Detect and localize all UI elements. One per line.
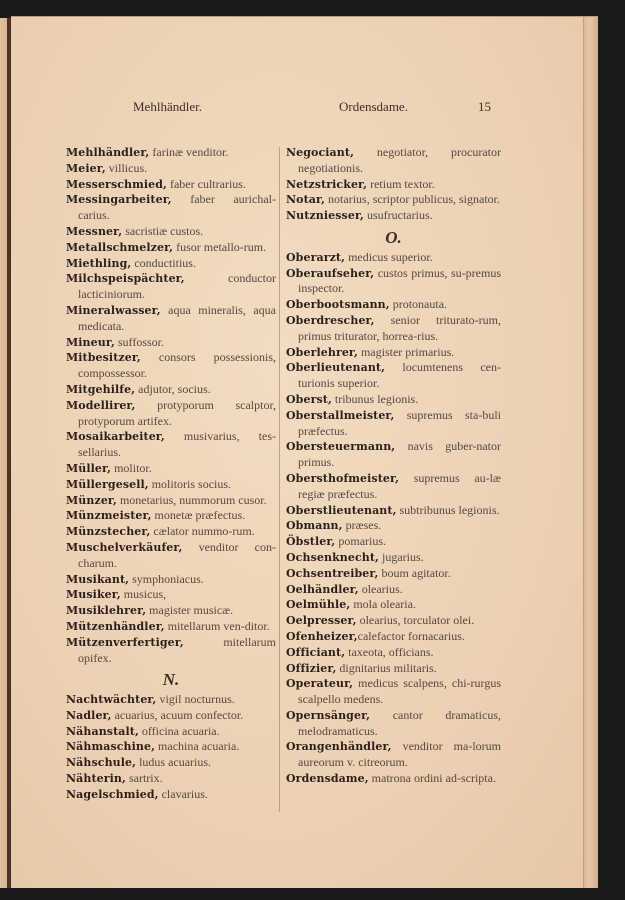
dictionary-entry bbox=[66, 256, 276, 272]
entry-gloss: symphoniacus. bbox=[129, 571, 204, 586]
entry-headword: Operateur, bbox=[286, 677, 354, 691]
dictionary-entry bbox=[66, 587, 276, 603]
dictionary-entry bbox=[286, 771, 501, 787]
entry-gloss: molitor. bbox=[111, 460, 152, 475]
dictionary-entry bbox=[66, 350, 276, 382]
entry-headword: Musiklehrer, bbox=[66, 604, 147, 618]
entry-headword: Müllergesell, bbox=[66, 477, 149, 491]
dictionary-entry bbox=[286, 661, 501, 677]
dictionary-entry bbox=[286, 313, 501, 345]
entry-gloss: acuarius, acuum confector. bbox=[111, 707, 244, 722]
entry-gloss: præses. bbox=[342, 518, 382, 533]
dictionary-entry bbox=[286, 613, 501, 629]
entry-headword: Meier, bbox=[66, 161, 106, 175]
column-divider bbox=[279, 147, 280, 812]
entry-headword: Nadler, bbox=[66, 708, 112, 722]
entry-headword: Mützenverfertiger, bbox=[66, 635, 184, 649]
entry-gloss: farinæ venditor. bbox=[149, 145, 229, 159]
dictionary-entry bbox=[286, 582, 501, 598]
entry-headword: Mützenhändler, bbox=[66, 619, 165, 633]
entry-headword: Oberaufseher, bbox=[286, 266, 375, 280]
entry-headword: Ordensdame, bbox=[286, 772, 369, 786]
dictionary-entry bbox=[286, 597, 501, 613]
entry-gloss: subtribunus legionis. bbox=[396, 502, 500, 517]
dictionary-entry bbox=[286, 708, 501, 740]
entry-headword: Oelmühle, bbox=[286, 598, 351, 612]
previous-page-edge bbox=[0, 18, 7, 888]
dictionary-entry bbox=[66, 145, 276, 161]
dictionary-entry bbox=[66, 708, 276, 724]
dictionary-entry bbox=[286, 177, 501, 193]
dictionary-entry bbox=[286, 297, 501, 313]
entry-gloss: venditor ma-lorum aureorum v. citreorum. bbox=[298, 739, 501, 770]
entry-headword: Nachtwächter, bbox=[66, 693, 157, 707]
dictionary-entry bbox=[286, 645, 501, 661]
entry-headword: Mineur, bbox=[66, 335, 115, 349]
entry-headword: Oberstlieutenant, bbox=[286, 503, 397, 517]
entry-gloss: conductitius. bbox=[131, 255, 196, 270]
entry-headword: Messner, bbox=[66, 224, 123, 238]
dictionary-entry bbox=[286, 208, 501, 224]
entry-gloss: musicus, bbox=[120, 587, 167, 602]
dictionary-entry bbox=[66, 177, 276, 193]
entry-gloss: supremus au-læ regiæ præfectus. bbox=[298, 470, 501, 501]
dictionary-entry bbox=[66, 303, 276, 335]
entry-gloss: olearius, torculator olei. bbox=[356, 613, 475, 628]
entry-headword: Modellirer, bbox=[66, 398, 136, 412]
entry-gloss: officina acuaria. bbox=[138, 723, 220, 738]
entry-gloss: molitoris socius. bbox=[148, 476, 232, 491]
entry-headword: Nähanstalt, bbox=[66, 724, 139, 738]
entry-gloss: olearius. bbox=[358, 581, 403, 596]
entry-headword: Orangenhändler, bbox=[286, 740, 392, 754]
entry-headword: Obmann, bbox=[286, 519, 343, 533]
entry-gloss: mola olearia. bbox=[350, 597, 416, 612]
entry-gloss: clavarius. bbox=[158, 786, 208, 801]
entry-headword: Öbstler, bbox=[286, 535, 336, 549]
dictionary-entry bbox=[66, 161, 276, 177]
entry-headword: Obersteuermann, bbox=[286, 440, 396, 454]
dictionary-entry bbox=[286, 629, 501, 645]
entry-gloss: jugarius. bbox=[379, 549, 424, 564]
entry-headword: Messerschmied, bbox=[66, 177, 167, 191]
entry-gloss: ludus acuarius. bbox=[136, 755, 212, 770]
entry-headword: Münzstecher, bbox=[66, 525, 151, 539]
dictionary-entry bbox=[66, 271, 276, 303]
dictionary-entry bbox=[66, 635, 276, 667]
entry-gloss: supremus sta-buli præfectus. bbox=[298, 407, 501, 438]
entry-gloss: boum agitator. bbox=[378, 565, 451, 580]
entry-headword: Oberbootsmann, bbox=[286, 298, 390, 312]
entry-gloss: medicus superior. bbox=[345, 249, 433, 264]
entry-headword: Metallschmelzer, bbox=[66, 240, 174, 254]
entry-gloss: venditor con-charum. bbox=[78, 539, 276, 570]
entry-headword: Nagelschmied, bbox=[66, 787, 159, 801]
entry-gloss: vigil nocturnus. bbox=[156, 692, 235, 707]
entry-gloss: aqua mineralis, aqua medicata. bbox=[78, 302, 276, 333]
entry-headword: Mitbesitzer, bbox=[66, 351, 141, 365]
entry-gloss: fusor metallo-rum. bbox=[173, 239, 267, 254]
entry-headword: Mehlhändler, bbox=[66, 146, 150, 159]
entry-gloss: senior triturato-rum, primus triturator, horrea-rius. bbox=[298, 312, 501, 343]
entry-gloss: calefactor fornacarius. bbox=[357, 628, 465, 643]
entry-gloss: mitellarum ven-ditor. bbox=[164, 618, 270, 633]
entry-headword: Officiant, bbox=[286, 645, 346, 659]
page-stack-edge bbox=[583, 17, 598, 888]
dictionary-entry bbox=[286, 518, 501, 534]
entry-headword: Oberst, bbox=[286, 392, 332, 406]
dictionary-entry bbox=[66, 477, 276, 493]
entry-gloss: pomarius. bbox=[335, 534, 387, 549]
dictionary-entry bbox=[286, 471, 501, 503]
entry-gloss: navis guber-nator primus. bbox=[298, 439, 501, 470]
right-column bbox=[286, 145, 501, 787]
entry-headword: Mosaikarbeiter, bbox=[66, 430, 165, 444]
entry-gloss: conductor lacticiniorum. bbox=[78, 271, 276, 302]
entry-headword: Oberlieutenant, bbox=[286, 361, 386, 375]
entry-headword: Oberdrescher, bbox=[286, 313, 375, 327]
entry-gloss: tribunus legionis. bbox=[331, 391, 419, 406]
entry-gloss: medicus scalpens, chi-rurgus scalpello medens. bbox=[298, 676, 501, 707]
dictionary-entry bbox=[66, 739, 276, 755]
entry-gloss: sartrix. bbox=[125, 771, 163, 786]
section-letter-heading: N. bbox=[162, 670, 180, 690]
left-column bbox=[66, 145, 276, 803]
entry-headword: Ofenheizer, bbox=[286, 629, 358, 643]
entry-headword: Muschelverkäufer, bbox=[66, 540, 183, 554]
entry-gloss: taxeota, officians. bbox=[345, 644, 434, 659]
entry-gloss: custos primus, su-premus inspector. bbox=[298, 265, 501, 296]
dictionary-entry bbox=[286, 145, 501, 177]
entry-gloss: mitellarum opifex. bbox=[78, 634, 276, 665]
entry-gloss: protyporum scalptor, protyporum artifex. bbox=[78, 397, 276, 428]
entry-gloss: retium textor. bbox=[367, 176, 435, 191]
entry-gloss: suffossor. bbox=[114, 334, 164, 349]
entry-headword: Negociant, bbox=[286, 146, 354, 159]
dictionary-entry bbox=[286, 345, 501, 361]
dictionary-entry bbox=[66, 493, 276, 509]
dictionary-entry bbox=[66, 398, 276, 430]
entry-gloss: faber aurichal-carius. bbox=[78, 192, 276, 223]
dictionary-entry bbox=[66, 771, 276, 787]
dictionary-entry bbox=[66, 787, 276, 803]
entry-gloss: cantor dramaticus, melodramaticus. bbox=[298, 707, 501, 738]
entry-headword: Oberlehrer, bbox=[286, 345, 358, 359]
entry-headword: Mitgehilfe, bbox=[66, 382, 136, 396]
dictionary-entry bbox=[66, 240, 276, 256]
dictionary-entry bbox=[286, 739, 501, 771]
entry-headword: Musikant, bbox=[66, 572, 130, 586]
entry-headword: Musiker, bbox=[66, 588, 121, 602]
entry-gloss: matrona ordini ad-scripta. bbox=[368, 771, 496, 786]
dictionary-entry bbox=[66, 335, 276, 351]
dictionary-entry bbox=[66, 382, 276, 398]
dictionary-entry bbox=[66, 461, 276, 477]
entry-headword: Ochsenknecht, bbox=[286, 550, 379, 564]
entry-gloss: locumtenens cen-turionis superior. bbox=[298, 360, 501, 391]
dictionary-entry bbox=[66, 572, 276, 588]
entry-gloss: magister primarius. bbox=[357, 344, 455, 359]
entry-headword: Milchspeispächter, bbox=[66, 272, 185, 286]
dictionary-entry bbox=[286, 439, 501, 471]
dictionary-entry bbox=[286, 534, 501, 550]
entry-gloss: protonauta. bbox=[389, 297, 448, 312]
dictionary-entry bbox=[286, 360, 501, 392]
book-page bbox=[11, 16, 598, 888]
entry-gloss: negotiator, procurator negotiationis. bbox=[298, 145, 501, 175]
dictionary-entry bbox=[286, 566, 501, 582]
dictionary-entry bbox=[66, 429, 276, 461]
entry-gloss: cælator nummo-rum. bbox=[150, 524, 255, 539]
section-letter-heading: O. bbox=[385, 227, 402, 247]
dictionary-entry bbox=[286, 192, 501, 208]
running-head-last-word: Ordensdame. bbox=[339, 99, 408, 114]
entry-gloss: usufructarius. bbox=[363, 208, 433, 223]
dictionary-entry bbox=[286, 503, 501, 519]
entry-gloss: monetæ præfectus. bbox=[151, 508, 246, 523]
entry-headword: Müller, bbox=[66, 461, 112, 475]
dictionary-entry bbox=[66, 508, 276, 524]
dictionary-entry bbox=[66, 603, 276, 619]
entry-headword: Ochsentreiber, bbox=[286, 566, 379, 580]
entry-headword: Nähmaschine, bbox=[66, 740, 156, 754]
entry-headword: Oberarzt, bbox=[286, 250, 346, 264]
dictionary-entry bbox=[286, 676, 501, 708]
entry-headword: Messingarbeiter, bbox=[66, 193, 172, 207]
dictionary-entry bbox=[66, 755, 276, 771]
entry-headword: Oelpresser, bbox=[286, 614, 357, 628]
entry-headword: Netzstricker, bbox=[286, 177, 368, 191]
entry-headword: Nähschule, bbox=[66, 756, 137, 770]
entry-headword: Oelhändler, bbox=[286, 582, 359, 596]
entry-headword: Miethling, bbox=[66, 256, 132, 270]
running-head-first-word: Mehlhändler. bbox=[133, 99, 202, 114]
entry-gloss: monetarius, nummorum cusor. bbox=[116, 492, 267, 507]
entry-gloss: magister musicæ. bbox=[146, 603, 234, 618]
dictionary-entry bbox=[286, 550, 501, 566]
entry-headword: Nutzniesser, bbox=[286, 209, 364, 223]
entry-gloss: musivarius, tes-sellarius. bbox=[78, 429, 276, 460]
entry-headword: Mineralwasser, bbox=[66, 303, 161, 317]
dictionary-entry bbox=[66, 540, 276, 572]
page-number: 15 bbox=[478, 99, 491, 114]
dictionary-entry bbox=[286, 392, 501, 408]
dictionary-entry bbox=[66, 192, 276, 224]
entry-gloss: faber cultrarius. bbox=[166, 176, 246, 191]
entry-headword: Münzmeister, bbox=[66, 509, 152, 523]
dictionary-entry bbox=[66, 692, 276, 708]
dictionary-entry bbox=[286, 250, 501, 266]
entry-headword: Offizier, bbox=[286, 661, 337, 675]
entry-gloss: villicus. bbox=[105, 160, 148, 175]
entry-headword: Opernsänger, bbox=[286, 708, 371, 722]
dictionary-entry bbox=[286, 266, 501, 298]
dictionary-entry bbox=[66, 224, 276, 240]
entry-headword: Oberstallmeister, bbox=[286, 408, 395, 422]
entry-gloss: consors possessionis, compossessor. bbox=[78, 350, 276, 381]
entry-headword: Münzer, bbox=[66, 493, 117, 507]
entry-headword: Nähterin, bbox=[66, 772, 126, 786]
dictionary-entry bbox=[66, 524, 276, 540]
dictionary-entry bbox=[66, 619, 276, 635]
entry-gloss: dignitarius militaris. bbox=[336, 660, 437, 675]
entry-headword: Notar, bbox=[286, 193, 326, 207]
dictionary-entry bbox=[66, 724, 276, 740]
dictionary-entry bbox=[286, 408, 501, 440]
entry-headword: Obersthofmeister, bbox=[286, 471, 400, 485]
entry-gloss: machina acuaria. bbox=[155, 739, 240, 754]
entry-gloss: sacristiæ custos. bbox=[122, 223, 204, 238]
entry-gloss: adjutor, socius. bbox=[135, 381, 211, 396]
entry-gloss: notarius, scriptor publicus, signator. bbox=[325, 192, 501, 207]
